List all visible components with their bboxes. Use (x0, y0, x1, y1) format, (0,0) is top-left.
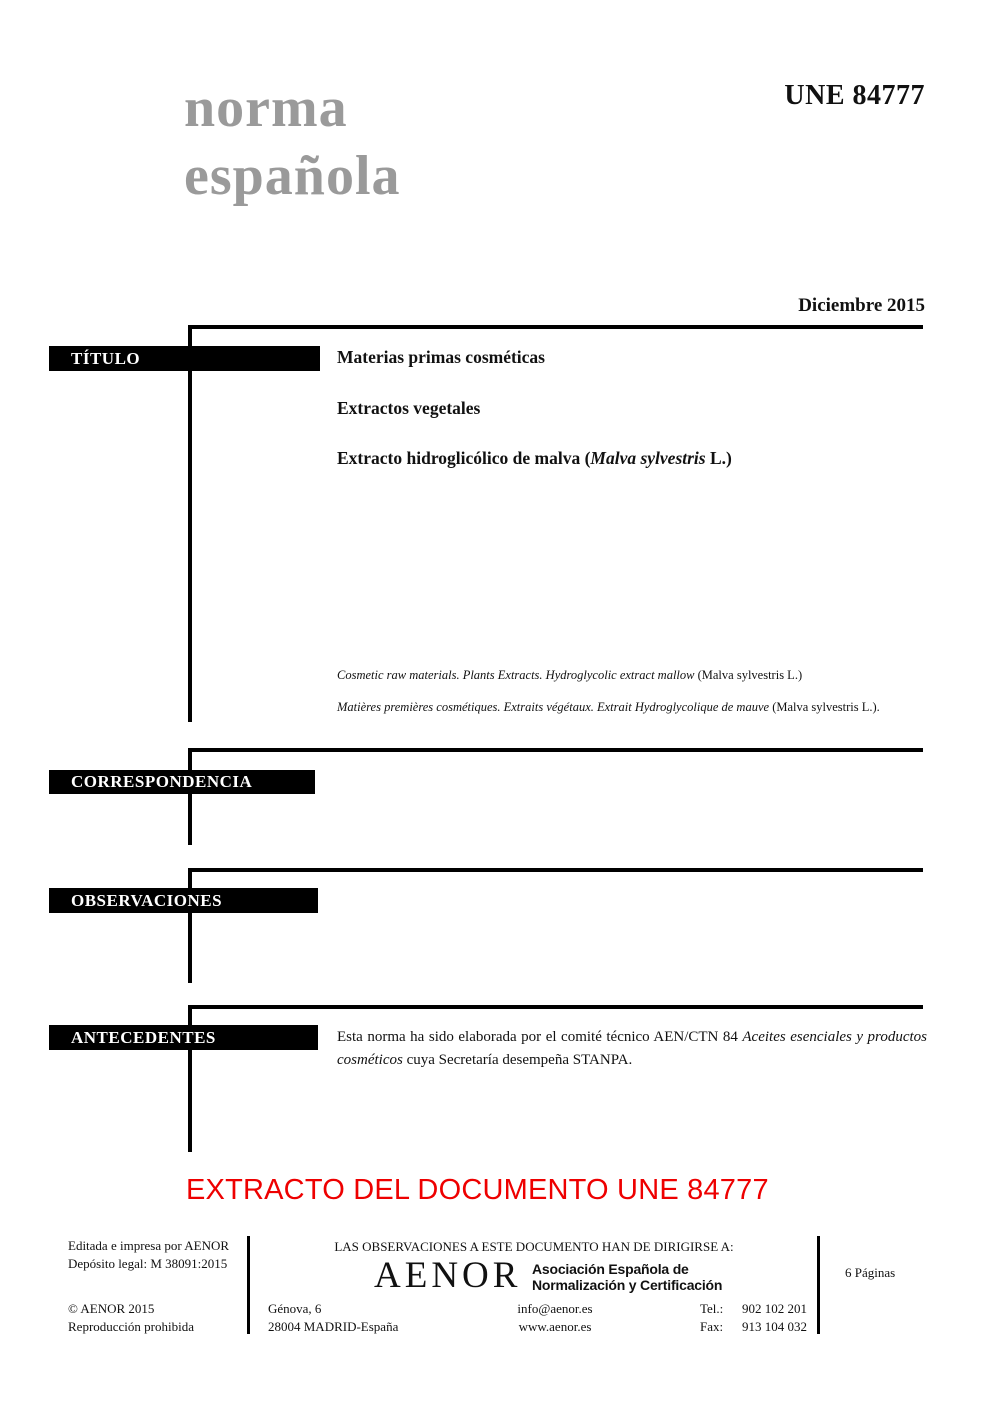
footer-page-count: 6 Páginas (845, 1265, 896, 1280)
logo-line-2: española (184, 145, 401, 207)
title-line-3-latin-name: Malva sylvestris (590, 448, 706, 468)
extract-heading: EXTRACTO DEL DOCUMENTO UNE 84777 (186, 1174, 769, 1206)
correspondencia-section-label (49, 770, 315, 794)
norma-espanola-logo (184, 74, 401, 210)
english-text: Cosmetic raw materials. Plants Extracts. Hydroglycolic extract mallow (337, 668, 698, 682)
antecedentes-section-label (49, 1025, 318, 1050)
title-french-translation (337, 700, 880, 715)
antecedentes-body-text (337, 1026, 927, 1072)
footer-tel-row (700, 1300, 807, 1318)
footer-address (268, 1300, 398, 1336)
title-line-3-prefix: Extracto hidroglicólico de malva ( (337, 448, 591, 468)
french-text: Matières premières cosmétiques. Extraits végétaux. Extrait Hydroglycolique de mauve (337, 700, 773, 714)
titulo-section-label (49, 346, 320, 371)
observaciones-section-label (49, 888, 318, 913)
document-date: Diciembre 2015 (798, 295, 925, 316)
observaciones-label-text: OBSERVACIONES (71, 890, 223, 910)
english-latin-name: (Malva sylvestris L.) (697, 668, 803, 682)
antecedentes-text-part1: Esta norma ha sido elaborada por el comité técnico AEN/CTN 84 (337, 1029, 743, 1045)
observaciones-horizontal-rule (188, 868, 923, 872)
title-line-3-suffix: L.) (705, 448, 732, 468)
titulo-label-text: TÍTULO (71, 348, 141, 368)
fax-label: Fax: (700, 1319, 724, 1334)
tel-label: Tel.: (700, 1301, 724, 1316)
aenor-tagline (532, 1261, 722, 1293)
antecedentes-committee-name: Aceites esenciales y productos cosméticos (337, 1029, 927, 1068)
footer-website: www.aenor.es (518, 1319, 592, 1334)
imprint-line-1: Editada e impresa por AENOR (68, 1238, 230, 1253)
copyright-line-1: © AENOR 2015 (68, 1301, 155, 1316)
document-number: UNE 84777 (784, 80, 925, 111)
logo-line-1: norma (184, 77, 348, 139)
fax-value: 913 104 032 (742, 1319, 807, 1334)
footer-phone-block (700, 1300, 807, 1336)
titulo-horizontal-rule (188, 325, 923, 329)
correspondencia-vertical-rule (188, 748, 192, 845)
title-english-translation (337, 668, 802, 683)
footer-email: info@aenor.es (517, 1301, 593, 1316)
french-latin-name: (Malva sylvestris L.). (772, 700, 880, 714)
titulo-vertical-rule (188, 325, 192, 722)
footer-imprint (68, 1237, 229, 1273)
correspondencia-horizontal-rule (188, 748, 923, 752)
correspondencia-label-text: CORRESPONDENCIA (71, 772, 253, 791)
aenor-tagline-line-1: Asociación Española de (532, 1261, 689, 1277)
footer-copyright (68, 1300, 194, 1336)
aenor-logo: AENOR (374, 1255, 522, 1296)
footer-divider-right (817, 1236, 820, 1334)
footer-observations-note: LAS OBSERVACIONES A ESTE DOCUMENTO HAN DE DIRIGIRSE A: (334, 1239, 734, 1254)
antecedentes-horizontal-rule (188, 1005, 923, 1009)
address-line-1: Génova, 6 (268, 1301, 322, 1316)
footer-contact-web (480, 1300, 630, 1336)
copyright-line-2: Reproducción prohibida (68, 1319, 194, 1334)
tel-value: 902 102 201 (742, 1301, 807, 1316)
antecedentes-label-text: ANTECEDENTES (71, 1027, 216, 1047)
aenor-tagline-line-2: Normalización y Certificación (532, 1277, 723, 1293)
title-line-3 (337, 448, 732, 469)
antecedentes-text-part2: cuya Secretaría desempeña STANPA. (402, 1052, 633, 1068)
imprint-line-2: Depósito legal: M 38091:2015 (68, 1256, 228, 1271)
title-line-2: Extractos vegetales (337, 398, 481, 418)
address-line-2: 28004 MADRID-España (268, 1319, 399, 1334)
footer-divider-left (247, 1236, 250, 1334)
footer-fax-row (700, 1318, 807, 1336)
title-line-1: Materias primas cosméticas (337, 347, 545, 367)
observaciones-vertical-rule (188, 868, 192, 983)
